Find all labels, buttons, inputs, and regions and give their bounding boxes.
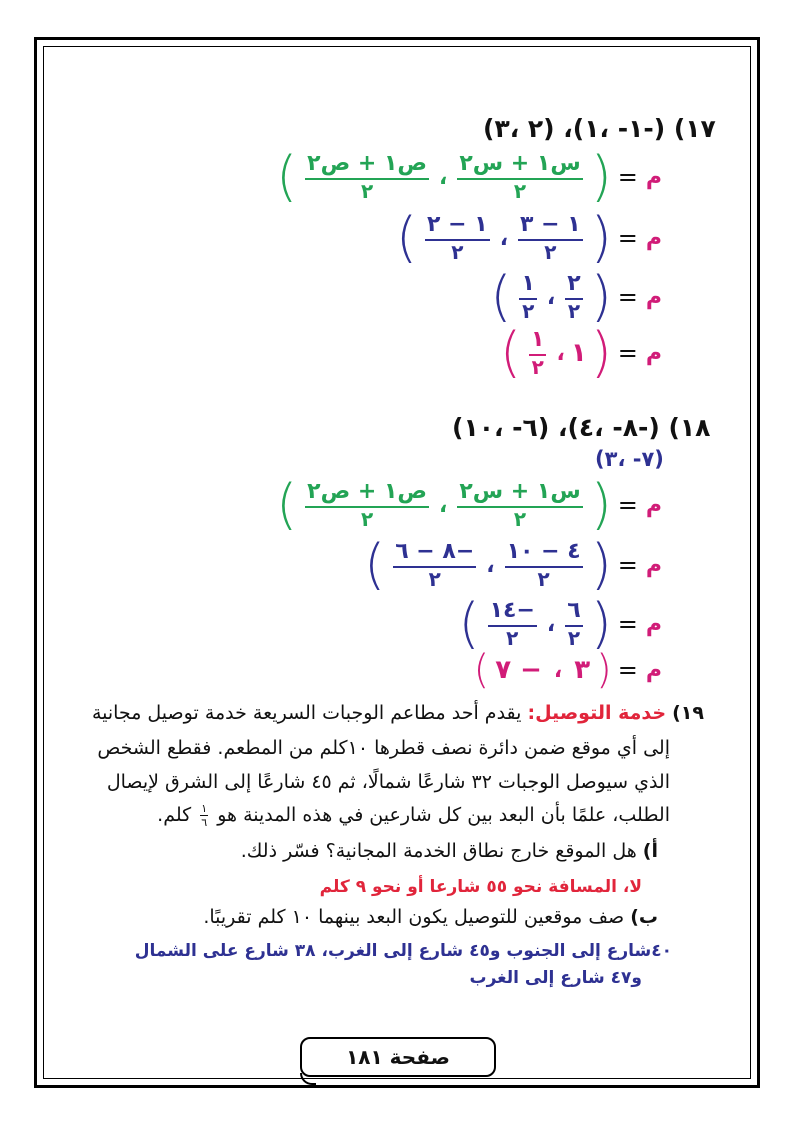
- p18-line1: ( $\frac{\text{ص١ + ص٢}}{٢}$ ، $\frac{\text{س١ + س٢}}{٢}$ ) = م: [276, 473, 662, 536]
- problem-19-line1: ١٩) خدمة التوصيل: يقدم أحد مطاعم الوجبات السريعة خدمة توصيل مجانية: [91, 702, 704, 724]
- part-a-question: أ) هل الموقع خارج نطاق الخدمة المجانية؟ فسّر ذلك.: [240, 840, 658, 862]
- part-b-answer-line1: ٤٠شارع إلى الجنوب و٤٥ شارع إلى الغرب، ٣٨ شارع على الشمال: [134, 941, 672, 961]
- p17-result: ( $\frac{١}{٢}$ ، ١ ) = م: [499, 321, 662, 384]
- page-number-badge: صفحة ١٨١: [300, 1037, 496, 1077]
- problem-19-line2: إلى أي موقع ضمن دائرة نصف قطرها ١٠كلم من المطعم. فقطع الشخص: [97, 737, 670, 759]
- frac-x-sum: $\frac{\text{س١ + س٢}}{٢}$: [459, 151, 581, 203]
- problem-19-line3: الذي سيوصل الوجبات ٣٢ شارعًا شمالًا، ثم ٤٥ شارعًا إلى الشرق لإيصال: [106, 771, 670, 793]
- p18-line3: ( $\frac{١٤-}{٢}$ ، $\frac{٦}{٢}$ ) = م: [458, 592, 662, 655]
- p17-line3: ( $\frac{١}{٢}$ ، $\frac{٢}{٢}$ ) = م: [490, 265, 662, 328]
- problem-17-header: (٢ ،٣) ،(١- ،١-) (١٧: [483, 114, 716, 143]
- p17-line2: ( $\frac{١ - ٢}{٢}$ ، $\frac{١ - ٣}{٢}$ ) = م: [395, 206, 662, 269]
- frac-y-sum: $\frac{\text{ص١ + ص٢}}{٢}$: [307, 151, 427, 203]
- fraction-one-sixth: $\frac{١}{٦}$: [201, 802, 208, 829]
- part-b-answer-line2: و٤٧ شارع إلى الغرب: [469, 968, 642, 988]
- part-a-answer: لا، المسافة نحو ٥٥ شارعا أو نحو ٩ كلم: [319, 877, 642, 897]
- part-b-question: ب) صف موقعين للتوصيل يكون البعد بينهما ١٠ كلم تقريبًا.: [203, 906, 658, 928]
- p18-result: ( ٧ − ، ٣ ) = م: [473, 647, 662, 693]
- question-topic: خدمة التوصيل:: [527, 702, 667, 724]
- problem-18-header: (٦- ،١٠) ،(٨- ،٤-) (١٨: [452, 413, 711, 442]
- p18-line2: ( $\frac{٨ - ٦-}{٢}$ ، $\frac{٤ - ١٠}{٢}$ ) = م: [364, 533, 662, 596]
- question-number: ١٩): [672, 702, 704, 724]
- p17-line1: ( $\frac{\text{ص١ + ص٢}}{٢}$ ، $\frac{\text{س١ + س٢}}{٢}$ ) = م: [276, 145, 662, 208]
- problem-18-result-header: (٧- ،٣): [595, 447, 664, 471]
- problem-19-line4: الطلب، علمًا بأن البعد بين كل شارعين في هذه المدينة هو $\frac{١}{٦}$ كلم.: [157, 802, 670, 829]
